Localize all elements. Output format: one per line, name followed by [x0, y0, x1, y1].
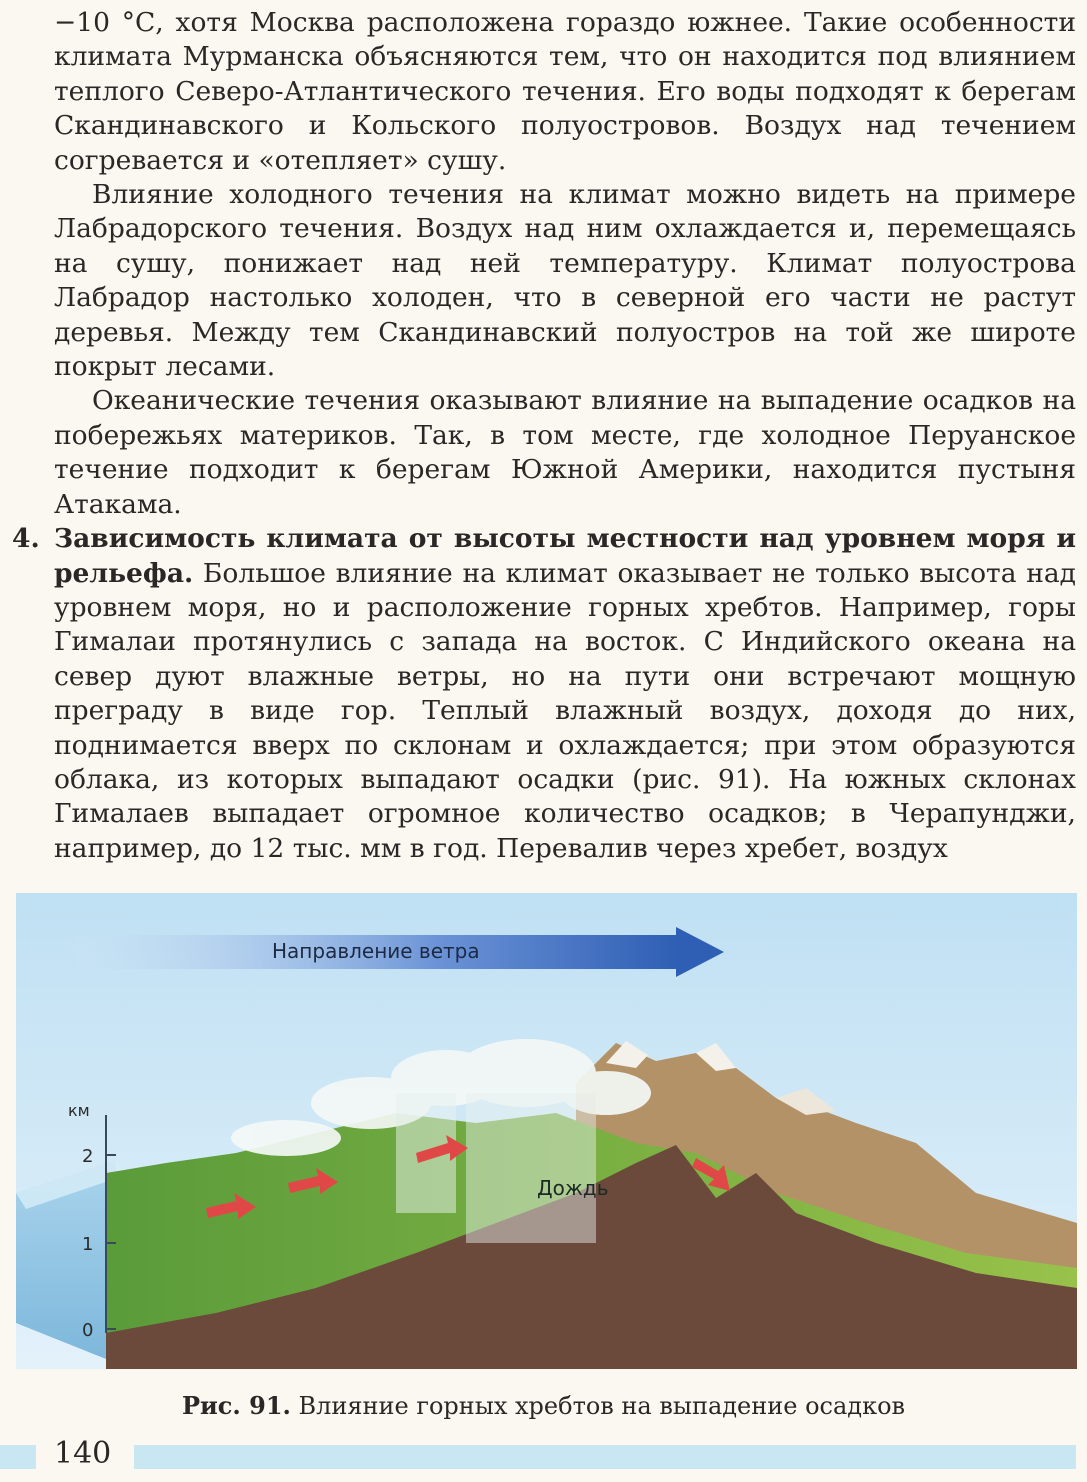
section-4 — [12, 522, 1076, 866]
caption-prefix: Рис. 91. — [181, 1391, 291, 1420]
axis-tick-label: 0 — [82, 1320, 94, 1341]
axis-tick-label: 1 — [82, 1234, 94, 1255]
caption-text: Влияние горных хребтов на выпадение осадков — [290, 1392, 906, 1420]
section-number: 4. — [12, 523, 40, 555]
paragraph-3: Океанические течения оказывают влияние на выпадение осадков на побережьях материков. Так, в том месте, где холодное Перуанское течение подходит к берегам Южной Америки, находится пустыня Атакама. — [54, 385, 1076, 520]
figure-91 — [16, 893, 1077, 1369]
axis-tick-label: 2 — [82, 1146, 94, 1167]
figure-caption — [0, 1391, 1087, 1420]
paragraph-2: Влияние холодного течения на климат можно видеть на примере Лабрадорского течения. Воздух над ним охлаждается и, перемещаясь на сушу, понижает над ней температуру. Климат полуострова Лабрадор настолько холоден, что в северной его части не растут деревья. Между тем Скандинавский полуостров на той же широте покрыт лесами. — [54, 179, 1076, 383]
page-number: 140 — [54, 1436, 112, 1471]
paragraph-1: −10 °С, хотя Москва расположена гораздо южнее. Такие особенности климата Мурманска объясняются тем, что он находится под влиянием теплого Северо-Атлантического течения. Его воды подходят к берегам Скандинавского и Кольского полуостровов. Воздух над течением согревается и «отепляет» сушу. — [54, 7, 1076, 176]
footer-bar — [134, 1445, 1076, 1469]
page-text — [12, 6, 1076, 866]
axis-unit-label: км — [68, 1101, 90, 1120]
figure-illustration — [16, 893, 1077, 1369]
section-text: Большое влияние на климат оказывает не только высота над уровнем моря, но и расположение горных хребтов. Например, горы Гималаи протянулись с запада на восток. С Индийского океана на север дуют влажные ветры, но на пути они встречают мощную преграду в виде гор. Теплый влажный воздух, доходя до них, поднимается вверх по склонам и охлаждается; при этом образуются облака, из которых выпадают осадки (рис. 91). На южных склонах Гималаев выпадает огромное количество осадков; в Черапунджи, например, до 12 тыс. мм в год. Перевалив через хребет, воздух — [54, 557, 1076, 864]
rain-label: Дождь — [537, 1176, 609, 1200]
section-title: Зависимость климата от высоты местности над уровнем моря и рельефа. — [54, 523, 1076, 589]
footer-bar-left — [0, 1445, 36, 1469]
wind-direction-label: Направление ветра — [272, 939, 480, 963]
